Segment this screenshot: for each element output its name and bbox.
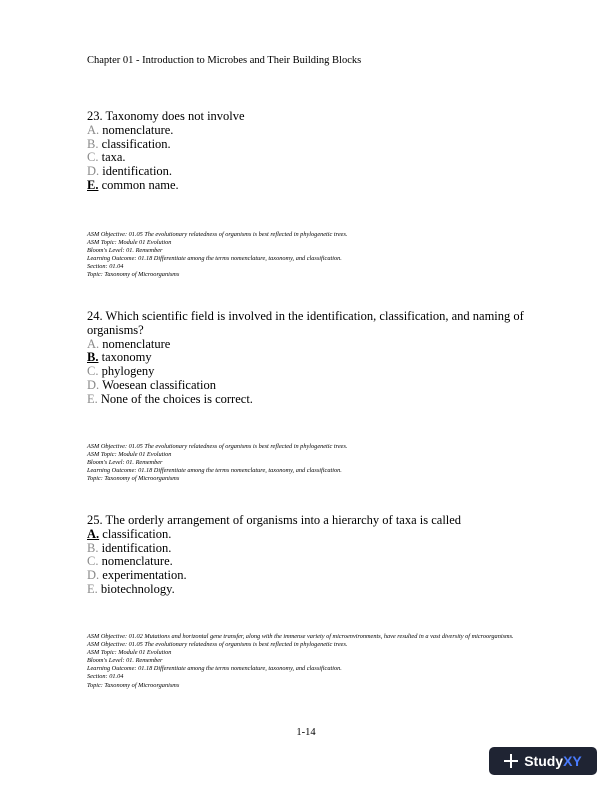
option-text: classification.	[101, 136, 171, 151]
option-a	[87, 338, 527, 352]
correct-answer-letter: B.	[87, 350, 99, 365]
option-letter: C.	[87, 364, 99, 379]
question-stem: 23. Taxonomy does not involve	[87, 109, 245, 123]
option-text: nomenclature	[102, 336, 171, 351]
question-24	[87, 310, 527, 407]
option-letter: D.	[87, 568, 100, 583]
meta-line: ASM Objective: 01.05 The evolutionary relatedness of organisms is best reflected in phylogenetic trees.	[87, 231, 348, 238]
page-header: Chapter 01 - Introduction to Microbes and Their Building Blocks	[87, 55, 362, 66]
option-letter: C.	[87, 554, 99, 569]
question-24-metadata	[87, 443, 557, 483]
meta-line: ASM Objective: 01.05 The evolutionary relatedness of organisms is best reflected in phylogenetic trees.	[87, 641, 348, 649]
option-letter: D.	[87, 164, 100, 179]
meta-line: Topic: Taxonomy of Microorganisms	[87, 681, 180, 689]
option-letter: E.	[87, 391, 98, 406]
option-letter: D.	[87, 377, 100, 392]
option-text: taxa.	[101, 150, 126, 165]
option-text: experimentation.	[102, 568, 187, 583]
option-text: common name.	[101, 177, 179, 192]
brand-name-part2: XY	[563, 753, 582, 769]
meta-line: Learning Outcome: 01.18 Differentiate among the terms nomenclature, taxonomy, and classification.	[87, 665, 342, 673]
question-25	[87, 514, 527, 597]
option-c	[87, 151, 527, 165]
option-letter: C.	[87, 150, 99, 165]
meta-line: ASM Objective: 01.02 Mutations and horizontal gene transfer, along with the immense variety of microenvironments, have resulted in a vast diversity of microorganisms.	[87, 633, 514, 640]
option-c	[87, 555, 527, 569]
option-text: Woesean classification	[102, 377, 216, 392]
option-text: nomenclature.	[101, 554, 173, 569]
meta-line: Bloom's Level: 01. Remember	[87, 247, 163, 255]
option-e-correct	[87, 179, 527, 193]
plus-icon	[504, 754, 518, 768]
option-a-correct	[87, 528, 527, 542]
option-d	[87, 165, 527, 179]
meta-line: Bloom's Level: 01. Remember	[87, 459, 163, 467]
correct-answer-letter: E.	[87, 177, 99, 192]
option-text: classification.	[102, 526, 172, 541]
option-letter: A.	[87, 122, 100, 137]
meta-line: ASM Topic: Module 01 Evolution	[87, 649, 172, 657]
meta-line: ASM Topic: Module 01 Evolution	[87, 239, 172, 247]
option-b	[87, 542, 527, 556]
meta-line: Topic: Taxonomy of Microorganisms	[87, 271, 180, 279]
question-23-metadata	[87, 231, 557, 280]
meta-line: Section: 01.04	[87, 263, 124, 271]
option-text: biotechnology.	[100, 581, 175, 596]
meta-line: Learning Outcome: 01.18 Differentiate among the terms nomenclature, taxonomy, and classification.	[87, 467, 342, 475]
brand-name-part1: Study	[524, 753, 564, 769]
question-stem: 25. The orderly arrangement of organisms into a hierarchy of taxa is called	[87, 513, 462, 527]
option-c	[87, 365, 527, 379]
option-text: identification.	[102, 164, 173, 179]
meta-line: Learning Outcome: 01.18 Differentiate among the terms nomenclature, taxonomy, and classification.	[87, 255, 342, 263]
option-text: identification.	[101, 540, 172, 555]
page-number: 1-14	[296, 727, 316, 738]
option-e	[87, 393, 527, 407]
option-text: None of the choices is correct.	[100, 391, 253, 406]
option-letter: B.	[87, 540, 99, 555]
meta-line: ASM Topic: Module 01 Evolution	[87, 451, 172, 459]
option-b-correct	[87, 351, 527, 365]
option-letter: B.	[87, 136, 99, 151]
meta-line: Bloom's Level: 01. Remember	[87, 657, 163, 665]
question-stem: 24. Which scientific field is involved in the identification, classification, and naming of organisms?	[87, 309, 524, 337]
studyxy-badge[interactable]	[489, 747, 597, 775]
question-23	[87, 110, 527, 193]
option-text: nomenclature.	[102, 122, 174, 137]
option-text: taxonomy	[101, 350, 152, 365]
option-letter: E.	[87, 581, 98, 596]
option-text: phylogeny	[101, 364, 155, 379]
option-d	[87, 379, 527, 393]
option-b	[87, 138, 527, 152]
meta-line: Topic: Taxonomy of Microorganisms	[87, 475, 180, 483]
option-e	[87, 583, 527, 597]
option-a	[87, 124, 527, 138]
question-25-metadata	[87, 633, 557, 690]
option-d	[87, 569, 527, 583]
meta-line: Section: 01.04	[87, 673, 124, 681]
option-letter: A.	[87, 336, 100, 351]
meta-line: ASM Objective: 01.05 The evolutionary relatedness of organisms is best reflected in phylogenetic trees.	[87, 443, 348, 450]
correct-answer-letter: A.	[87, 526, 100, 541]
